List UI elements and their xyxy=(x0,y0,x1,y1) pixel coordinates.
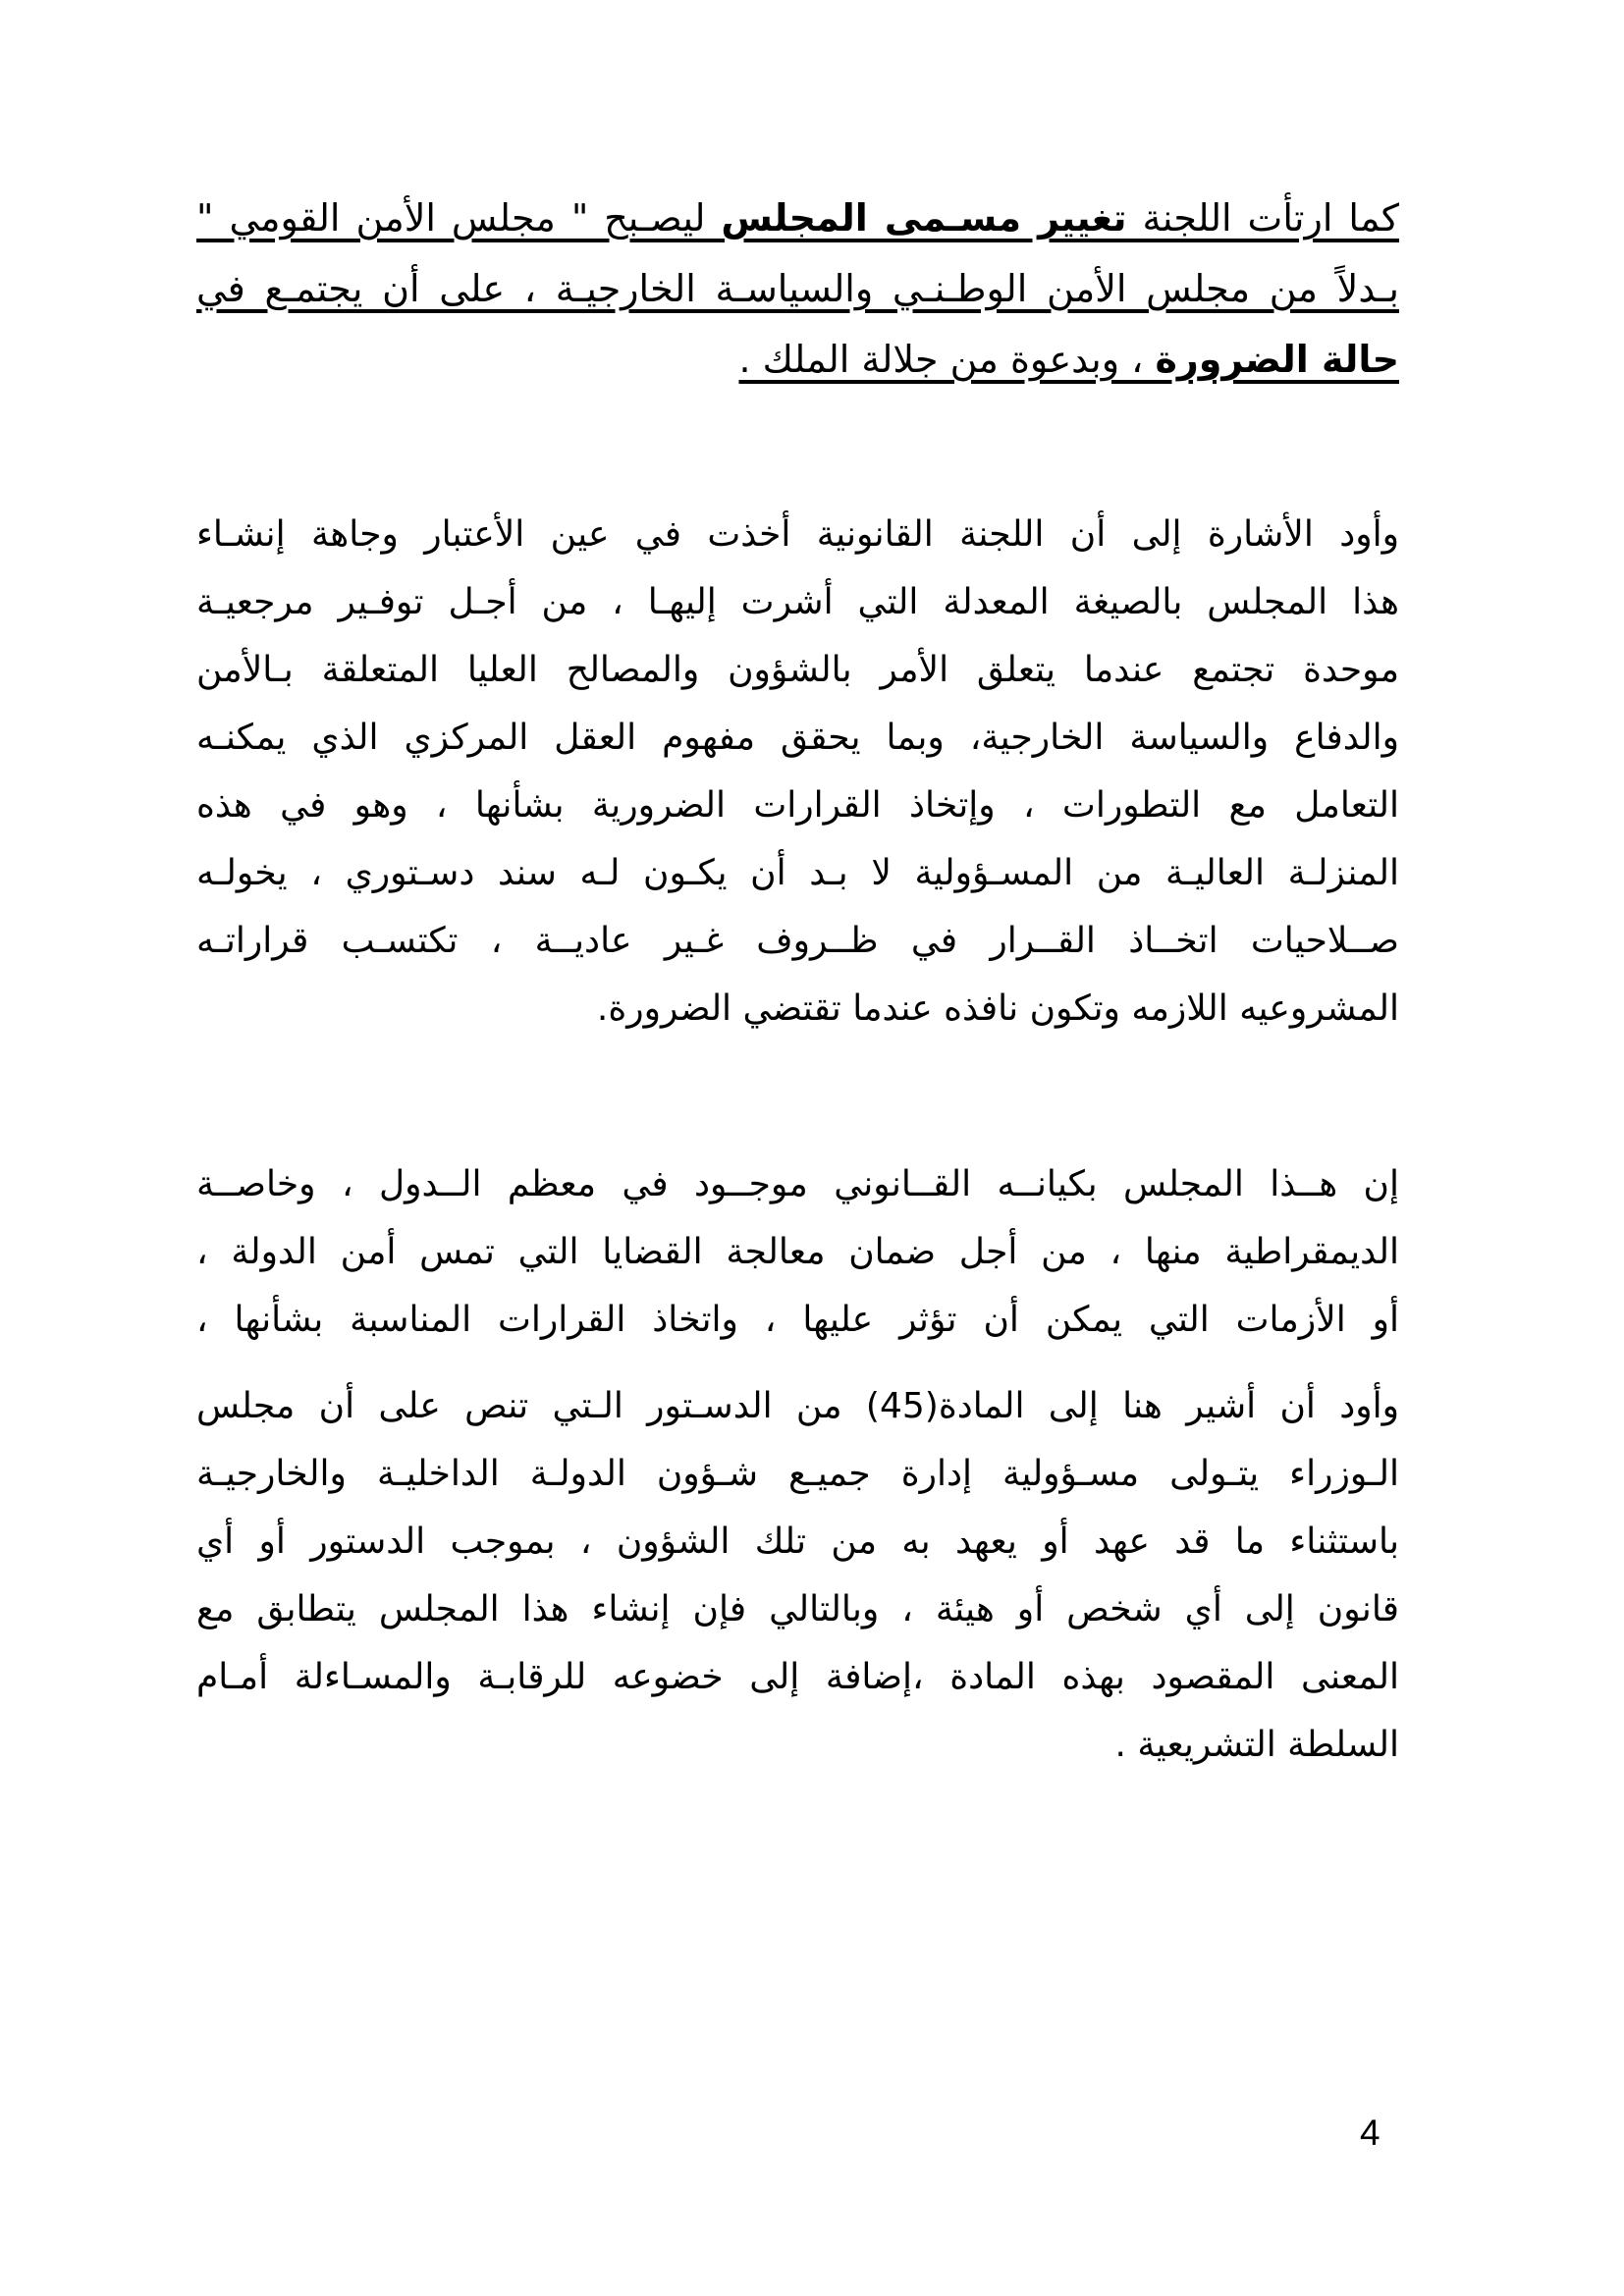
body-line: المنزلـة العاليـة من المسـؤولية لا بـد أن يكـون لـه سند دسـتوري ، يخولـه xyxy=(196,853,1399,893)
intro-line3-post: ، وبدعوة من جلالة الملك . xyxy=(738,338,1156,381)
body-line: والدفاع والسياسة الخارجية، وبما يحقق مفهوم العقل المركزي الذي يمكنـه xyxy=(196,718,1399,758)
body-line: الـوزراء يتـولى مسـؤولية إدارة جميـع شـؤون الدولـة الداخليـة والخارجيـة xyxy=(196,1454,1399,1494)
body-line: وأود الأشارة إلى أن اللجنة القانونية أخذت في عين الأعتبار وجاهة إنشـاء xyxy=(196,514,1399,555)
body-line: هذا المجلس بالصيغة المعدلة التي أشرت إليهـا ، من أجـل توفـير مرجعيـة xyxy=(196,582,1399,622)
body-line: أو الأزمات التي يمكن أن تؤثر عليها ، واتخاذ القرارات المناسبة بشأنها ، xyxy=(196,1300,1399,1340)
intro-line3-bold: حالة الضرورة xyxy=(1155,338,1399,381)
body-line: السلطة التشريعية . xyxy=(1114,1725,1399,1765)
page-number: 4 xyxy=(1360,2112,1380,2153)
body-line: وأود أن أشير هنا إلى المادة(45) من الدسـتور الـتي تنص على أن مجلس xyxy=(196,1386,1400,1426)
intro-line-3 xyxy=(196,324,1399,395)
body-paragraph-3 xyxy=(196,1372,1399,1779)
body-paragraph-1 xyxy=(196,501,1399,1042)
intro-paragraph xyxy=(196,183,1399,395)
intro-line-2: بـدلاً من مجلس الأمن الوطـنـي والسياسـة الخارجيـة ، على أن يجتمـع في xyxy=(196,267,1399,310)
intro-line-1 xyxy=(196,183,1399,253)
body-line: صــلاحيات اتخــاذ القــرار في ظــروف غـير عاديــة ، تكتسـب قراراتـه xyxy=(196,921,1399,961)
body-line: الديمقراطية منها ، من أجل ضمان معالجة القضايا التي تمس أمن الدولة ، xyxy=(196,1232,1399,1272)
body-line: باستثناء ما قد عهد أو يعهد به من تلك الشؤون ، بموجب الدستور أو أي xyxy=(196,1522,1399,1562)
intro-line1-bold: تغيير مسـمى المجلس xyxy=(721,196,1127,240)
body-line: قانون إلى أي شخص أو هيئة ، وبالتالي فإن إنشاء هذا المجلس يتطابق مع xyxy=(196,1589,1399,1629)
body-line: المعنى المقصود بهذه المادة ،إضافة إلى خضوعه للرقابـة والمسـاءلة أمـام xyxy=(196,1657,1399,1697)
intro-line1-pre: كما ارتأت اللجنة xyxy=(1126,196,1400,240)
body-line: موحدة تجتمع عندما يتعلق الأمر بالشؤون والمصالح العليا المتعلقة بـالأمن xyxy=(196,650,1399,690)
body-line: إن هــذا المجلس بكيانــه القــانوني موجــود في معظم الــدول ، وخاصــة xyxy=(196,1164,1399,1204)
body-line: التعامل مع التطورات ، وإتخاذ القرارات الضرورية بشأنها ، وهو في هذه xyxy=(196,785,1399,826)
body-line: المشروعيه اللازمه وتكون نافذه عندما تقتضي الضرورة. xyxy=(596,988,1399,1029)
body-paragraph-2 xyxy=(196,1150,1399,1354)
intro-line1-post: ليصـبح " مجلس الأمن القومي " xyxy=(196,196,722,240)
